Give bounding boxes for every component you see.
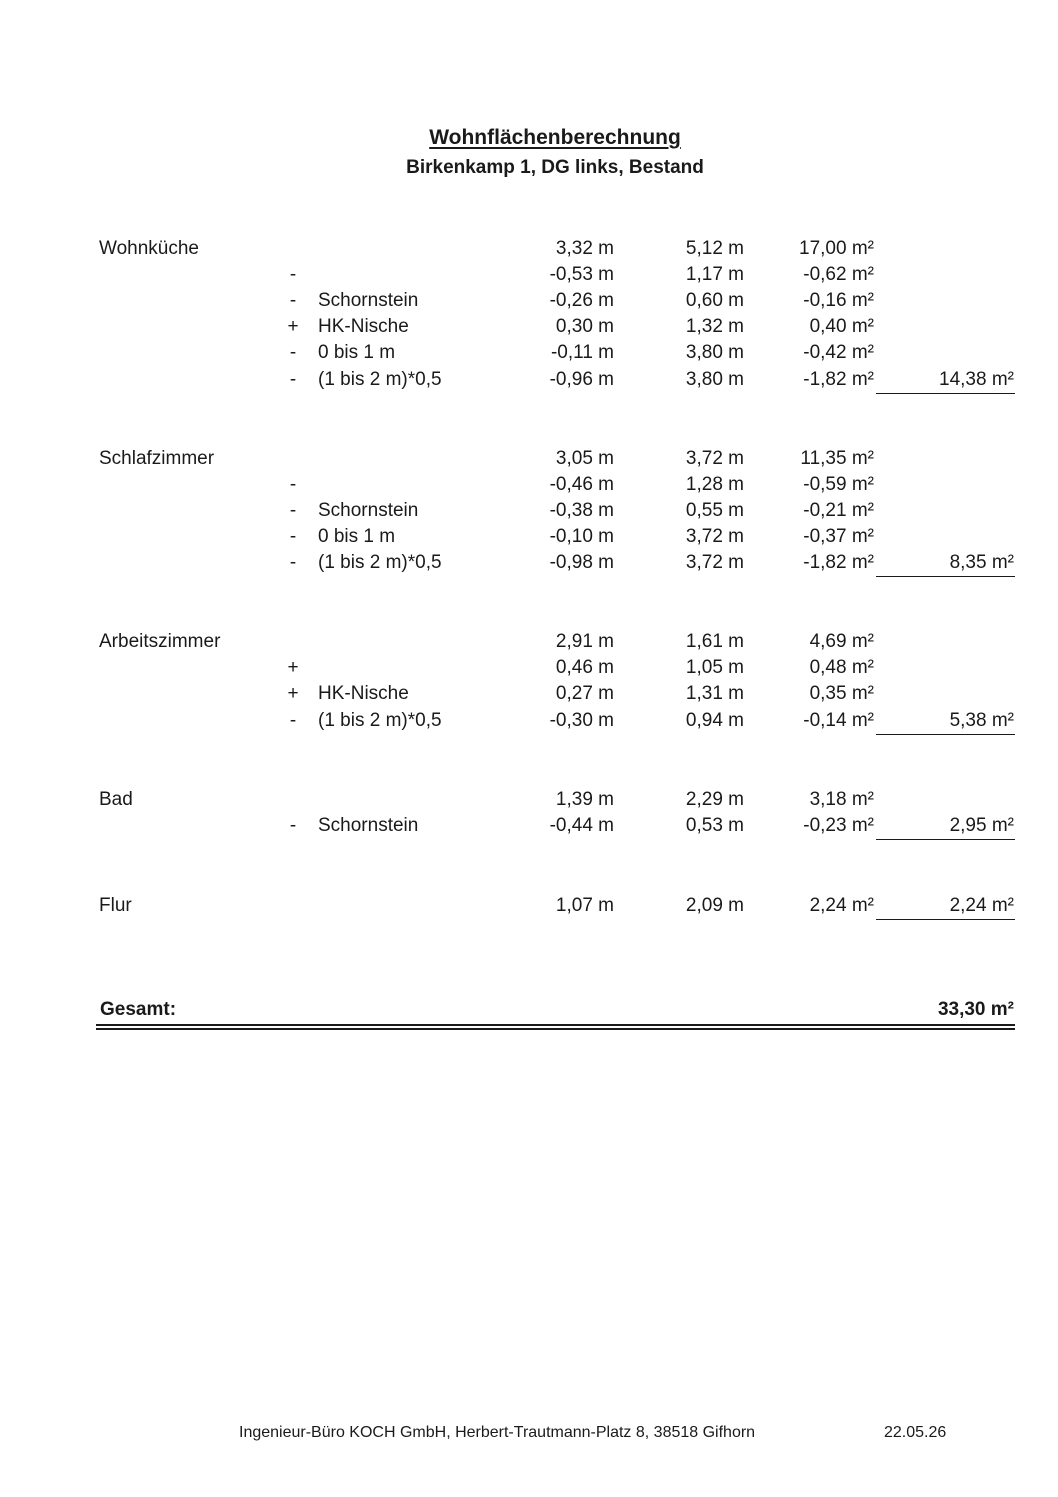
row-area: 0,40 m²	[809, 316, 874, 337]
double-underline-top	[96, 1024, 1015, 1026]
row-length: -0,10 m	[549, 526, 614, 547]
row-area: -0,16 m²	[803, 290, 874, 311]
row-length: -0,53 m	[549, 264, 614, 285]
document-title: Wohnflächenberechnung	[429, 126, 681, 149]
row-width: 1,61 m	[685, 631, 744, 652]
row-area: -0,59 m²	[803, 474, 874, 495]
row-length: -0,38 m	[549, 500, 614, 521]
row-width: 1,31 m	[685, 683, 744, 704]
row-width: 0,53 m	[685, 815, 744, 836]
subtotal-underline	[876, 576, 1015, 577]
row-sign: -	[289, 369, 297, 390]
row-area: -1,82 m²	[803, 552, 874, 573]
row-width: 2,09 m	[685, 895, 744, 916]
row-length: -0,98 m	[549, 552, 614, 573]
row-sign: -	[289, 500, 297, 521]
room-name: Wohnküche	[99, 238, 199, 259]
row-area: -0,21 m²	[803, 500, 874, 521]
row-area: 11,35 m²	[800, 448, 874, 469]
row-area: 17,00 m²	[799, 238, 874, 259]
row-length: -0,30 m	[549, 710, 614, 731]
row-width: 3,80 m	[685, 369, 744, 390]
row-description: HK-Nische	[318, 683, 409, 704]
row-width: 1,05 m	[685, 657, 744, 678]
row-length: 3,05 m	[555, 448, 614, 469]
row-sign: -	[289, 815, 297, 836]
row-width: 2,29 m	[685, 789, 744, 810]
row-sign: +	[287, 316, 299, 337]
row-sign: -	[289, 710, 297, 731]
room-subtotal: 8,35 m²	[949, 552, 1014, 573]
row-width: 3,72 m	[685, 448, 744, 469]
total-label: Gesamt:	[100, 999, 177, 1020]
row-area: -0,42 m²	[803, 342, 874, 363]
room-subtotal: 5,38 m²	[949, 710, 1014, 731]
room-name: Bad	[99, 789, 133, 810]
row-length: 1,07 m	[555, 895, 614, 916]
row-description: HK-Nische	[318, 316, 409, 337]
row-description: Schornstein	[318, 290, 419, 311]
row-description: 0 bis 1 m	[318, 342, 396, 363]
subtotal-underline	[876, 734, 1015, 735]
row-area: -0,14 m²	[803, 710, 874, 731]
row-width: 1,32 m	[685, 316, 744, 337]
row-width: 3,72 m	[685, 526, 744, 547]
row-sign: +	[287, 683, 299, 704]
row-area: 3,18 m²	[809, 789, 874, 810]
row-length: 0,46 m	[555, 657, 614, 678]
subtotal-underline	[876, 839, 1015, 840]
room-subtotal: 14,38 m²	[939, 369, 1014, 390]
row-length: -0,96 m	[549, 369, 614, 390]
row-length: -0,11 m	[550, 342, 614, 363]
total-value: 33,30 m²	[937, 999, 1014, 1020]
double-underline-bottom	[96, 1028, 1015, 1030]
row-length: -0,46 m	[549, 474, 614, 495]
row-description: Schornstein	[318, 500, 419, 521]
row-length: -0,26 m	[549, 290, 614, 311]
row-area: -1,82 m²	[803, 369, 874, 390]
row-sign: -	[289, 474, 297, 495]
row-area: 2,24 m²	[809, 895, 874, 916]
row-length: 1,39 m	[555, 789, 614, 810]
row-description: 0 bis 1 m	[318, 526, 396, 547]
row-sign: -	[289, 342, 297, 363]
row-area: -0,23 m²	[803, 815, 874, 836]
room-name: Schlafzimmer	[99, 448, 215, 469]
row-area: -0,37 m²	[803, 526, 874, 547]
row-area: 4,69 m²	[809, 631, 874, 652]
room-name: Flur	[99, 895, 132, 916]
row-area: 0,35 m²	[809, 683, 874, 704]
row-length: 0,30 m	[555, 316, 614, 337]
row-width: 3,72 m	[685, 552, 744, 573]
row-description: (1 bis 2 m)*0,5	[318, 369, 442, 390]
row-sign: -	[289, 290, 297, 311]
row-width: 0,55 m	[685, 500, 744, 521]
footer-date: 22.05.26	[884, 1424, 947, 1441]
row-description: (1 bis 2 m)*0,5	[318, 710, 442, 731]
subtotal-underline	[876, 393, 1015, 394]
footer-company: Ingenieur-Büro KOCH GmbH, Herbert-Trautmann-Platz 8, 38518 Gifhorn	[239, 1424, 756, 1441]
row-width: 1,17 m	[685, 264, 744, 285]
row-sign: +	[287, 657, 299, 678]
row-width: 0,94 m	[685, 710, 744, 731]
row-sign: -	[289, 552, 297, 573]
document-subtitle: Birkenkamp 1, DG links, Bestand	[406, 157, 704, 178]
row-length: 3,32 m	[555, 238, 614, 259]
room-name: Arbeitszimmer	[99, 631, 221, 652]
subtotal-underline	[876, 919, 1015, 920]
row-length: 0,27 m	[555, 683, 614, 704]
row-width: 1,28 m	[685, 474, 744, 495]
row-area: -0,62 m²	[803, 264, 874, 285]
row-description: Schornstein	[318, 815, 419, 836]
room-subtotal: 2,24 m²	[949, 895, 1014, 916]
row-sign: -	[289, 526, 297, 547]
row-description: (1 bis 2 m)*0,5	[318, 552, 442, 573]
row-width: 3,80 m	[685, 342, 744, 363]
row-length: 2,91 m	[555, 631, 614, 652]
row-sign: -	[289, 264, 297, 285]
room-subtotal: 2,95 m²	[949, 815, 1014, 836]
row-length: -0,44 m	[549, 815, 614, 836]
row-area: 0,48 m²	[809, 657, 874, 678]
row-width: 0,60 m	[685, 290, 744, 311]
row-width: 5,12 m	[685, 238, 744, 259]
